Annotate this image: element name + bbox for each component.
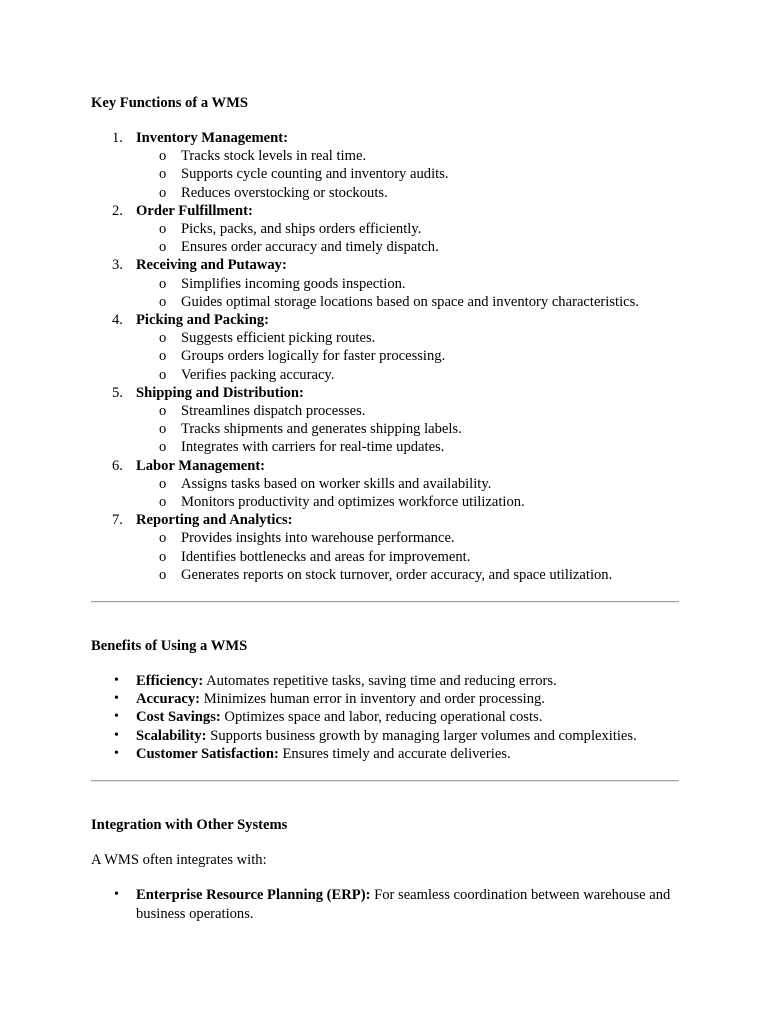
item-number: 5.	[112, 384, 123, 401]
key-functions-heading: Key Functions of a WMS	[91, 95, 249, 111]
circle-bullet-icon: o	[159, 348, 167, 365]
bullet-text: For seamless coordination between warehouse and business operations.	[136, 887, 671, 922]
sub-item-text: Simplifies incoming goods inspection.	[181, 275, 406, 292]
bullet-term: Efficiency:	[136, 673, 204, 690]
circle-bullet-icon: o	[159, 494, 167, 511]
sub-list-item	[91, 147, 681, 165]
document-page	[91, 94, 681, 923]
circle-bullet-icon: o	[159, 530, 167, 547]
sub-item-text: Guides optimal storage locations based on space and inventory characteristics.	[181, 293, 639, 310]
bullet-item	[91, 672, 681, 690]
bullet-term: Enterprise Resource Planning (ERP):	[136, 887, 371, 904]
function-title: Reporting and Analytics:	[136, 512, 293, 529]
bullet-item	[91, 690, 681, 708]
bullet-term: Accuracy:	[136, 691, 201, 708]
bullet-icon: •	[114, 745, 119, 761]
bullet-item	[91, 708, 681, 726]
sub-list-item	[91, 493, 681, 511]
bullet-term: Scalability:	[136, 727, 207, 744]
circle-bullet-icon: o	[159, 293, 167, 310]
bullet-item	[91, 886, 681, 922]
function-item	[91, 457, 681, 512]
function-title: Picking and Packing:	[136, 312, 269, 329]
sub-list	[136, 402, 681, 457]
sub-item-text: Verifies packing accuracy.	[181, 366, 335, 383]
circle-bullet-icon: o	[159, 403, 167, 420]
circle-bullet-icon: o	[159, 548, 167, 565]
sub-list-item	[91, 184, 681, 202]
integration-intro: A WMS often integrates with:	[91, 852, 267, 869]
sub-item-text: Picks, packs, and ships orders efficiently.	[181, 221, 422, 238]
function-title: Inventory Management:	[136, 130, 288, 146]
sub-item-text: Supports cycle counting and inventory audits.	[181, 166, 449, 183]
item-number: 2.	[112, 202, 123, 219]
sub-item-text: Assigns tasks based on worker skills and availability.	[181, 475, 492, 492]
sub-list	[136, 220, 681, 256]
function-title: Shipping and Distribution:	[136, 384, 304, 401]
item-number: 1.	[112, 130, 123, 146]
sub-list	[136, 529, 681, 584]
benefits-heading: Benefits of Using a WMS	[91, 638, 248, 655]
circle-bullet-icon: o	[159, 330, 167, 347]
sub-item-text: Suggests efficient picking routes.	[181, 330, 376, 347]
benefits-list	[91, 672, 681, 763]
circle-bullet-icon: o	[159, 166, 167, 183]
bullet-item	[91, 727, 681, 745]
sub-list	[136, 329, 681, 384]
sub-list	[136, 475, 681, 511]
sub-item-text: Streamlines dispatch processes.	[181, 403, 366, 420]
sub-item-text: Tracks shipments and generates shipping labels.	[181, 421, 462, 438]
integration-list	[91, 886, 681, 922]
bullet-text: Ensures timely and accurate deliveries.	[282, 745, 511, 762]
item-number: 3.	[112, 257, 123, 274]
function-item	[91, 202, 681, 257]
sub-list-item	[91, 347, 681, 365]
sub-item-text: Integrates with carriers for real-time updates.	[181, 439, 445, 456]
sub-list-item	[91, 329, 681, 347]
circle-bullet-icon: o	[159, 566, 167, 583]
bullet-icon: •	[114, 673, 119, 689]
sub-list-item	[91, 165, 681, 183]
function-item	[91, 511, 681, 584]
bullet-item	[91, 745, 681, 763]
circle-bullet-icon: o	[159, 439, 167, 456]
function-item	[91, 256, 681, 311]
sub-item-text: Identifies bottlenecks and areas for improvement.	[181, 548, 471, 565]
function-title: Order Fulfillment:	[136, 202, 253, 219]
circle-bullet-icon: o	[159, 221, 167, 238]
sub-list-item	[91, 238, 681, 256]
circle-bullet-icon: o	[159, 475, 167, 492]
circle-bullet-icon: o	[159, 239, 167, 256]
bullet-icon: •	[114, 709, 119, 725]
circle-bullet-icon: o	[159, 275, 167, 292]
bullet-text: Supports business growth by managing larger volumes and complexities.	[210, 727, 637, 744]
sub-list-item	[91, 293, 681, 311]
sub-item-text: Ensures order accuracy and timely dispatch.	[181, 239, 439, 256]
sub-item-text: Generates reports on stock turnover, order accuracy, and space utilization.	[181, 566, 613, 583]
bullet-term: Cost Savings:	[136, 709, 221, 726]
key-functions-list	[91, 129, 681, 584]
sub-item-text: Reduces overstocking or stockouts.	[181, 184, 388, 201]
sub-list-item	[91, 529, 681, 547]
bullet-icon: •	[114, 887, 119, 903]
function-item	[91, 311, 681, 384]
sub-list-item	[91, 438, 681, 456]
function-item	[91, 129, 681, 202]
circle-bullet-icon: o	[159, 184, 167, 201]
sub-list-item	[91, 566, 681, 584]
integration-heading: Integration with Other Systems	[91, 817, 288, 834]
sub-item-text: Provides insights into warehouse performance.	[181, 530, 455, 547]
sub-list-item	[91, 402, 681, 420]
sub-list-item	[91, 420, 681, 438]
sub-item-text: Monitors productivity and optimizes workforce utilization.	[181, 494, 525, 511]
bullet-text: Minimizes human error in inventory and order processing.	[203, 691, 545, 708]
sub-list-item	[91, 366, 681, 384]
sub-list-item	[91, 275, 681, 293]
function-title: Labor Management:	[136, 457, 266, 474]
sub-list	[136, 147, 681, 202]
sub-item-text: Tracks stock levels in real time.	[181, 148, 367, 165]
item-number: 4.	[112, 312, 123, 329]
bullet-term: Customer Satisfaction:	[136, 745, 279, 762]
item-number: 6.	[112, 457, 123, 474]
circle-bullet-icon: o	[159, 366, 167, 383]
bullet-icon: •	[114, 691, 119, 707]
circle-bullet-icon: o	[159, 148, 167, 165]
sub-list-item	[91, 548, 681, 566]
function-title: Receiving and Putaway:	[136, 257, 287, 274]
bullet-text: Automates repetitive tasks, saving time and reducing errors.	[206, 673, 557, 690]
bullet-icon: •	[114, 727, 119, 743]
sub-list	[136, 275, 681, 311]
circle-bullet-icon: o	[159, 421, 167, 438]
sub-item-text: Groups orders logically for faster processing.	[181, 348, 446, 365]
sub-list-item	[91, 475, 681, 493]
bullet-text: Optimizes space and labor, reducing operational costs.	[224, 709, 543, 726]
sub-list-item	[91, 220, 681, 238]
function-item	[91, 384, 681, 457]
item-number: 7.	[112, 512, 123, 529]
